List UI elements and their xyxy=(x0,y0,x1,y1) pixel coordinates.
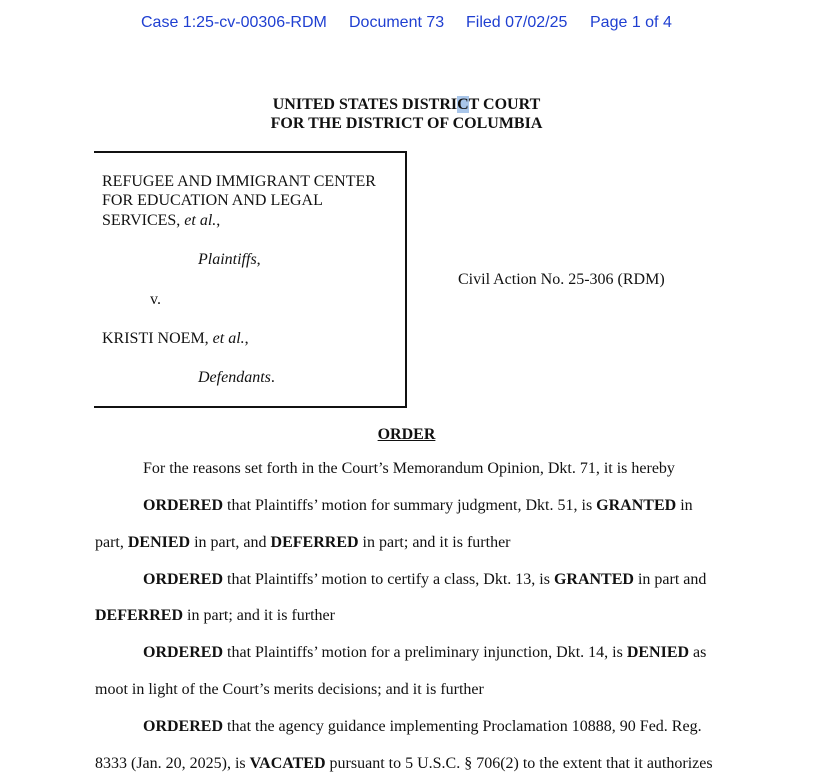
versus: v. xyxy=(150,291,161,308)
text-selection-highlight[interactable]: C xyxy=(457,96,469,113)
page-indicator: Page 1 of 4 xyxy=(590,14,672,31)
order-paragraph-4-line2: 8333 (Jan. 20, 2025), is VACATED pursuant to 5 U.S.C. § 706(2) to the extent that it authorizes xyxy=(95,755,713,772)
case-number: Case 1:25-cv-00306-RDM xyxy=(141,14,327,31)
order-paragraph-3-line1: ORDERED that Plaintiffs’ motion for a preliminary injunction, Dkt. 14, is DENIED as xyxy=(143,644,707,661)
plaintiff-name-line3: SERVICES, et al., xyxy=(102,212,221,229)
order-paragraph-4-line1: ORDERED that the agency guidance implementing Proclamation 10888, 90 Fed. Reg. xyxy=(143,718,702,735)
plaintiff-name-line2: FOR EDUCATION AND LEGAL xyxy=(102,192,323,209)
order-paragraph-3-line2: moot in light of the Court’s merits decisions; and it is further xyxy=(95,681,484,698)
plaintiff-name-line1: REFUGEE AND IMMIGRANT CENTER xyxy=(102,173,376,190)
order-paragraph-1-line2: part, DENIED in part, and DEFERRED in part; and it is further xyxy=(95,534,511,551)
defendants-label: Defendants. xyxy=(198,369,275,386)
court-name-line2: FOR THE DISTRICT OF COLUMBIA xyxy=(270,115,543,132)
plaintiffs-label: Plaintiffs, xyxy=(198,251,261,268)
order-paragraph-2-line2: DEFERRED in part; and it is further xyxy=(95,607,335,624)
order-paragraph-1-line1: ORDERED that Plaintiffs’ motion for summary judgment, Dkt. 51, is GRANTED in xyxy=(143,497,693,514)
court-name-line1: UNITED STATES DISTRICT COURT xyxy=(272,96,541,113)
order-paragraph-2-line1: ORDERED that Plaintiffs’ motion to certify a class, Dkt. 13, is GRANTED in part and xyxy=(143,571,707,588)
civil-action-number: Civil Action No. 25-306 (RDM) xyxy=(458,271,665,288)
document-number: Document 73 xyxy=(349,14,445,31)
order-title: ORDER xyxy=(377,426,436,443)
order-intro: For the reasons set forth in the Court’s Memorandum Opinion, Dkt. 71, it is hereby xyxy=(143,460,675,477)
filed-date: Filed 07/02/25 xyxy=(466,14,568,31)
defendant-name: KRISTI NOEM, et al., xyxy=(102,330,249,347)
